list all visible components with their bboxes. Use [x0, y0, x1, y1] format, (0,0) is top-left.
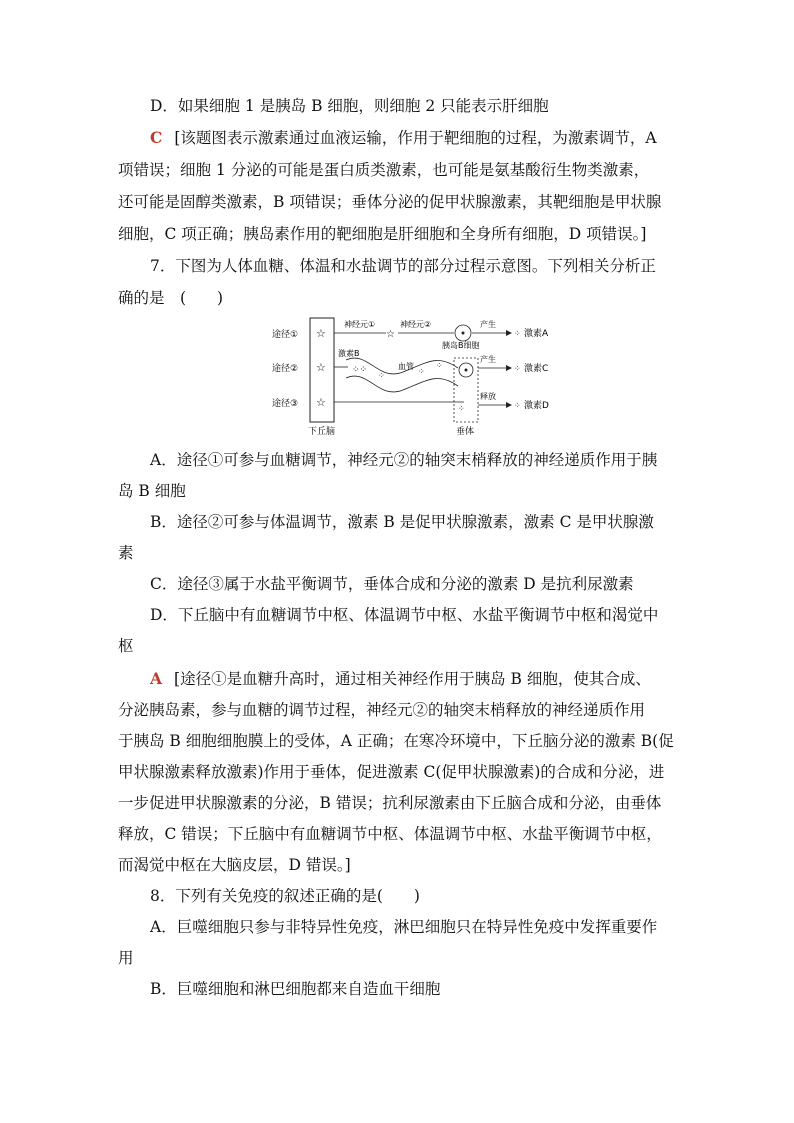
blood-vessel-wall — [346, 376, 458, 392]
q7-answer-letter: A — [150, 669, 163, 688]
q7-option-a: 岛 B 细胞 — [118, 482, 186, 500]
neuron-icon: ☆ — [316, 327, 326, 340]
q6-explanation-line: C [该题图表示激素通过血液运输，作用于靶细胞的过程，为激素调节，A — [150, 128, 657, 147]
path3-label: 途径③ — [272, 399, 299, 409]
q7-explanation-line: A [途径①是血糖升高时，通过相关神经作用于胰岛 B 细胞，使其合成、 — [150, 669, 651, 688]
hormone-dots: ⁘ — [418, 367, 425, 376]
q7-stem: 确的是 ( ) — [118, 289, 224, 307]
hormone-dots: ⁘ — [514, 329, 521, 338]
q7-option-b: 素 — [118, 544, 134, 562]
hormone-c-label: 激素C — [524, 364, 549, 374]
cell-nucleus — [462, 332, 465, 335]
neuron1-label: 神经元① — [344, 320, 376, 329]
neuron2-label: 神经元② — [400, 320, 432, 329]
q7-option-d: D．下丘脑中有血糖调节中枢、体温调节中枢、水盐平衡调节中枢和渴觉中 — [150, 606, 659, 624]
produce-label: 产生 — [480, 355, 496, 364]
hormone-dots: ⁘ — [458, 404, 465, 413]
q6-explanation-line: 细胞，C 项正确；胰岛素作用的靶细胞是肝细胞和全身所有细胞，D 项错误。] — [118, 225, 647, 243]
q7-option-c: C．途径③属于水盐平衡调节，垂体合成和分泌的激素 D 是抗利尿激素 — [150, 575, 634, 593]
hypothalamus-label: 下丘脑 — [308, 427, 336, 437]
hormone-a-label: 激素A — [524, 329, 549, 339]
q8-option-a: 用 — [118, 949, 134, 967]
q8-option-a: A．巨噬细胞只参与非特异性免疫，淋巴细胞只在特异性免疫中发挥重要作 — [150, 918, 658, 936]
path1-label: 途径① — [272, 330, 299, 340]
q7-explanation-line: 释放，C 错误；下丘脑中有血糖调节中枢、体温调节中枢、水盐平衡调节中枢， — [118, 825, 662, 843]
hormone-dots: ⁘ — [514, 364, 521, 373]
q7-option-b: B．途径②可参与体温调节，激素 B 是促甲状腺激素，激素 C 是甲状腺激 — [150, 513, 654, 531]
hormone-b-label: 激素B — [338, 349, 360, 358]
q7-explanation-line: 而渴觉中枢在大脑皮层，D 错误。] — [118, 856, 351, 874]
q7-explanation-line: 于胰岛 B 细胞细胞膜上的受体，A 正确；在寒冷环境中，下丘脑分泌的激素 B(促 — [118, 732, 674, 750]
neuron-icon: ☆ — [386, 329, 395, 340]
q6-explanation-line: 项错误；细胞 1 分泌的可能是蛋白质类激素，也可能是氨基酸衍生物类激素， — [118, 161, 650, 179]
hormone-dots: ⁘⁘ — [352, 365, 368, 375]
q7-explanation-line: 分泌胰岛素，参与血糖的调节过程，神经元②的轴突末梢释放的神经递质作用 — [118, 701, 646, 719]
q7-explanation-line: 一步促进甲状腺激素的分泌，B 错误；抗利尿激素由下丘脑合成和分泌，由垂体 — [118, 794, 662, 812]
cell-nucleus — [465, 369, 468, 372]
q6-explanation-line: 还可能是固醇类激素，B 项错误；垂体分泌的促甲状腺激素，其靶细胞是甲状腺 — [118, 193, 662, 211]
arrow-head — [506, 365, 512, 371]
islet-b-cell-label: 胰岛B细胞 — [442, 341, 480, 350]
blood-vessel-label: 血管 — [398, 362, 414, 371]
q7-option-d: 枢 — [118, 637, 134, 655]
produce-label: 产生 — [480, 320, 496, 329]
pituitary-label: 垂体 — [456, 427, 475, 437]
path2-label: 途径② — [272, 364, 299, 374]
q7-explanation-line: 甲状腺激素释放激素)作用于垂体，促进激素 C(促甲状腺激素)的合成和分泌，进 — [118, 763, 665, 781]
q8-option-b: B．巨噬细胞和淋巴细胞都来自造血干细胞 — [150, 980, 441, 998]
hormone-dots: ⁘ — [514, 401, 521, 410]
neuron-icon: ☆ — [316, 396, 326, 409]
arrow-head — [506, 330, 512, 336]
hormone-d-label: 激素D — [524, 401, 549, 411]
q6-option-d: D．如果细胞 1 是胰岛 B 细胞，则细胞 2 只能表示肝细胞 — [150, 97, 549, 115]
hormone-dots: ⁘ — [378, 371, 385, 380]
regulation-diagram — [268, 312, 568, 440]
neuron-icon: ☆ — [316, 361, 326, 374]
q6-answer-letter: C — [150, 128, 163, 147]
hormone-dots: ⁘ — [436, 361, 443, 370]
arrow-head — [506, 402, 512, 408]
q7-option-a: A．途径①可参与血糖调节，神经元②的轴突末梢释放的神经递质作用于胰 — [150, 451, 658, 469]
q7-stem: 7．下图为人体血糖、体温和水盐调节的部分过程示意图。下列相关分析正 — [150, 257, 656, 275]
q8-stem: 8．下列有关免疫的叙述正确的是( ) — [150, 887, 420, 905]
release-label: 释放 — [480, 392, 496, 401]
